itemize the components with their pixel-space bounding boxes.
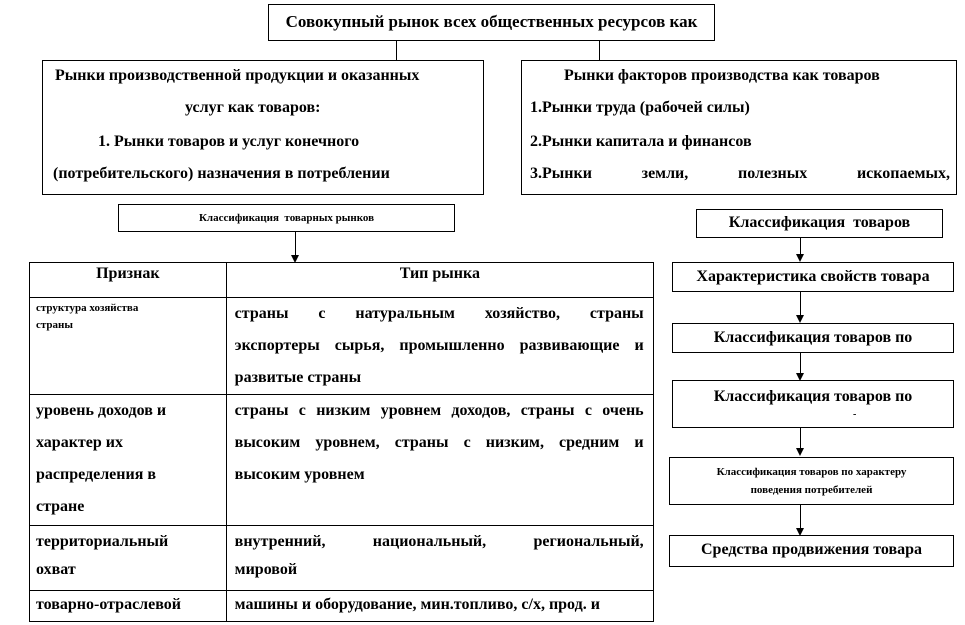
type-word: страны bbox=[234, 402, 289, 419]
type-word: с bbox=[298, 402, 306, 419]
feature-cell bbox=[30, 298, 227, 395]
type-line bbox=[235, 395, 644, 427]
feature-line: распределения в bbox=[36, 466, 157, 483]
production-markets-line2: услуг как товаров: bbox=[185, 99, 321, 116]
goods-classification-label: Классификация товаров bbox=[728, 214, 911, 231]
table-row bbox=[30, 395, 654, 526]
feature-cell bbox=[30, 395, 227, 526]
feature-line: охват bbox=[36, 561, 76, 578]
factor-markets-item2: 2.Рынки капитала и финансов bbox=[530, 133, 752, 150]
factor-markets-item3 bbox=[530, 165, 950, 183]
market-classification-table bbox=[29, 262, 654, 622]
item3-word: ископаемых, bbox=[856, 165, 950, 182]
chain-arrow-2-head bbox=[796, 315, 804, 323]
feature-line: стране bbox=[36, 498, 85, 515]
type-word: страны bbox=[234, 305, 289, 322]
type-cell bbox=[226, 395, 653, 526]
chain-box-5 bbox=[669, 535, 954, 567]
feature-line: территориальный bbox=[36, 533, 169, 550]
type-word: с bbox=[318, 305, 326, 322]
factor-markets-item1: 1.Рынки труда (рабочей силы) bbox=[530, 99, 750, 116]
header-type-cell bbox=[226, 263, 653, 298]
type-line bbox=[235, 330, 644, 362]
goods-classification-box bbox=[696, 209, 943, 238]
feature-line: характер их bbox=[36, 434, 123, 451]
type-word: средним bbox=[559, 434, 620, 451]
table-row bbox=[30, 591, 654, 622]
type-word: страны bbox=[589, 305, 644, 322]
chain-arrow-4-head bbox=[796, 448, 804, 456]
type-word: развивающие bbox=[519, 337, 620, 354]
chain-box-1-label: Характеристика свойств товара bbox=[696, 268, 930, 285]
type-word: и bbox=[634, 434, 644, 451]
chain-box-2 bbox=[672, 323, 954, 353]
header-type: Тип рынка bbox=[399, 265, 480, 282]
table-row bbox=[30, 526, 654, 591]
type-word: с bbox=[463, 434, 471, 451]
type-cell bbox=[226, 298, 653, 395]
arrow-to-table-line bbox=[295, 232, 296, 256]
chain-box-2-label: Классификация товаров по bbox=[713, 329, 913, 346]
type-word: и bbox=[634, 337, 644, 354]
chain-arrow-4-line bbox=[800, 428, 801, 449]
type-line: мировой bbox=[234, 561, 298, 578]
connector-top-right bbox=[599, 40, 600, 60]
header-feature: Признак bbox=[96, 265, 160, 282]
connector-top-left bbox=[396, 40, 397, 60]
feature-line: страны bbox=[36, 319, 73, 331]
table-header-row bbox=[30, 263, 654, 298]
top-box bbox=[268, 4, 715, 41]
type-word: промышленно bbox=[399, 337, 505, 354]
feature-line: структура хозяйства bbox=[36, 302, 139, 314]
item3-word: полезных bbox=[737, 165, 808, 182]
type-word: региональный, bbox=[533, 533, 644, 550]
type-word: высоким bbox=[234, 434, 301, 451]
chain-box-4-line1: Классификация товаров по характеру bbox=[716, 466, 907, 478]
chain-box-3-label: Классификация товаров по bbox=[713, 388, 913, 405]
type-word: внутренний, bbox=[234, 533, 326, 550]
type-word: очень bbox=[602, 402, 644, 419]
chain-box-5-label: Средства продвижения товара bbox=[700, 541, 923, 558]
type-word: низким, bbox=[485, 434, 544, 451]
type-word: хозяйство, bbox=[484, 305, 560, 322]
type-word: низким bbox=[316, 402, 371, 419]
type-line: высоким уровнем bbox=[234, 466, 365, 483]
factor-markets-title: Рынки факторов производства как товаров bbox=[564, 67, 880, 84]
chain-arrow-5-line bbox=[800, 505, 801, 529]
feature-line: товарно-отраслевой bbox=[36, 596, 182, 613]
market-classification-box bbox=[118, 204, 455, 232]
table-row bbox=[30, 298, 654, 395]
type-word: с bbox=[584, 402, 592, 419]
chain-box-4 bbox=[669, 457, 954, 505]
production-markets-line4: (потребительского) назначения в потреблении bbox=[53, 165, 390, 182]
type-line: развитые страны bbox=[234, 369, 362, 386]
type-word: страны bbox=[394, 434, 449, 451]
type-word: сырья, bbox=[334, 337, 385, 354]
chain-arrow-2-line bbox=[800, 292, 801, 316]
chain-arrow-1-head bbox=[796, 254, 804, 262]
chain-box-3-mark: - bbox=[853, 409, 857, 420]
item3-word: 3.Рынки bbox=[530, 165, 592, 182]
feature-cell bbox=[30, 526, 227, 591]
type-word: уровнем, bbox=[315, 434, 380, 451]
type-word: уровнем bbox=[380, 402, 442, 419]
production-markets-line1: Рынки производственной продукции и оказанных bbox=[55, 67, 420, 84]
type-line: машины и оборудование, мин.топливо, с/х, прод. и bbox=[234, 596, 600, 613]
factor-markets-box bbox=[521, 60, 957, 195]
production-markets-line3: 1. Рынки товаров и услуг конечного bbox=[98, 133, 360, 150]
type-line bbox=[235, 427, 644, 459]
type-cell bbox=[226, 591, 653, 622]
chain-box-3 bbox=[672, 380, 954, 428]
item3-word: земли, bbox=[641, 165, 689, 182]
type-line bbox=[235, 298, 644, 330]
type-word: экспортеры bbox=[234, 337, 320, 354]
top-box-label: Совокупный рынок всех общественных ресурсов как bbox=[285, 12, 698, 31]
chain-arrow-3-line bbox=[800, 353, 801, 374]
header-feature-cell bbox=[30, 263, 227, 298]
chain-arrow-1-line bbox=[800, 238, 801, 255]
chain-box-4-line2: поведения потребителей bbox=[750, 484, 873, 496]
type-word: страны bbox=[520, 402, 575, 419]
feature-cell bbox=[30, 591, 227, 622]
chain-box-1 bbox=[672, 262, 954, 292]
type-word: доходов, bbox=[451, 402, 511, 419]
type-word: натуральным bbox=[355, 305, 455, 322]
market-classification-label: Классификация товарных рынков bbox=[198, 212, 375, 224]
type-word: национальный, bbox=[372, 533, 487, 550]
feature-line: уровень доходов и bbox=[36, 402, 167, 419]
type-cell bbox=[226, 526, 653, 591]
production-markets-box bbox=[42, 60, 484, 195]
